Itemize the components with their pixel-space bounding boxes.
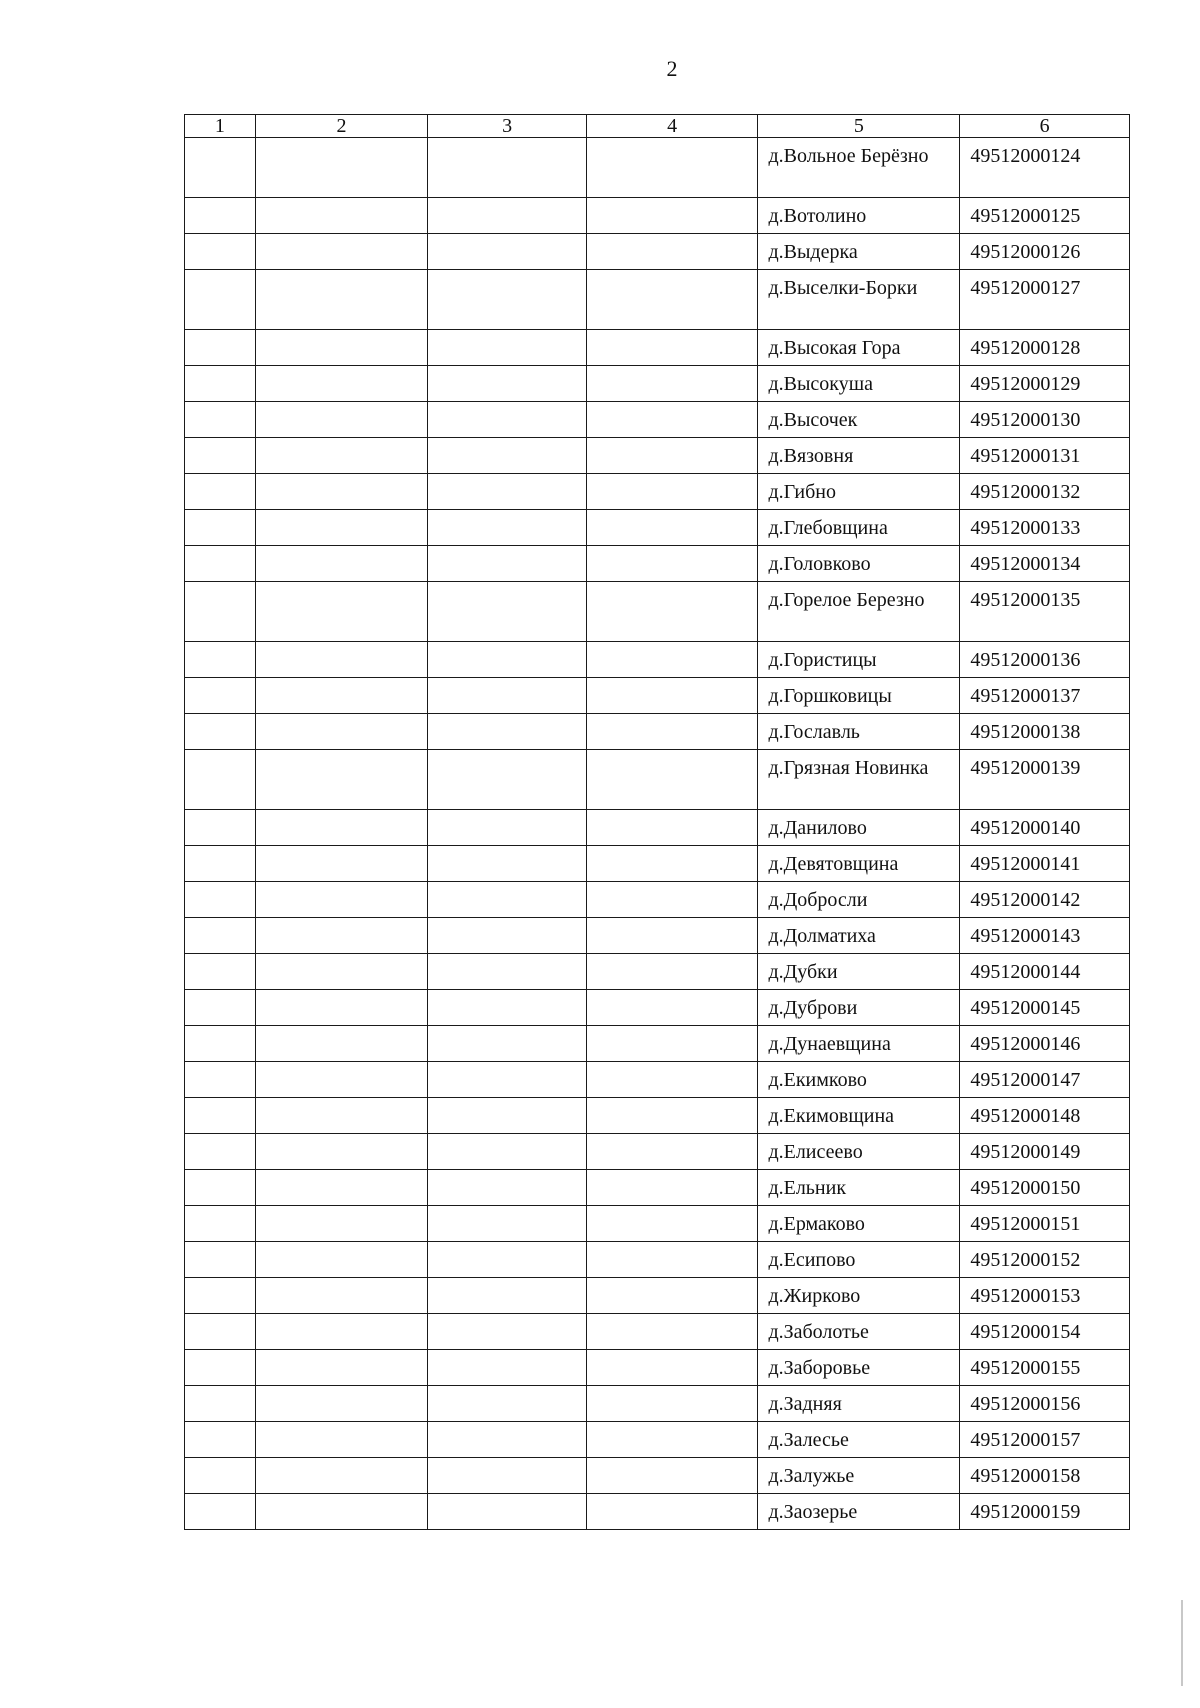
oktmo-code: 49512000159 xyxy=(960,1494,1130,1530)
table-row xyxy=(185,750,1130,810)
settlement-name: д.Дуброви xyxy=(758,990,960,1026)
empty-cell xyxy=(255,198,428,234)
table-row xyxy=(185,1242,1130,1278)
empty-cell xyxy=(428,234,587,270)
oktmo-code: 49512000138 xyxy=(960,714,1130,750)
settlements-table xyxy=(184,114,1130,1530)
empty-cell xyxy=(255,474,428,510)
empty-cell xyxy=(185,198,256,234)
column-header: 1 xyxy=(185,115,256,138)
settlement-name: д.Выдерка xyxy=(758,234,960,270)
settlement-name: д.Глебовщина xyxy=(758,510,960,546)
empty-cell xyxy=(586,1026,758,1062)
empty-cell xyxy=(428,750,587,810)
empty-cell xyxy=(255,1422,428,1458)
empty-cell xyxy=(428,330,587,366)
empty-cell xyxy=(255,366,428,402)
empty-cell xyxy=(428,642,587,678)
settlement-name: д.Высокая Гора xyxy=(758,330,960,366)
table-row xyxy=(185,810,1130,846)
settlement-name: д.Залужье xyxy=(758,1458,960,1494)
column-header: 2 xyxy=(255,115,428,138)
oktmo-code: 49512000142 xyxy=(960,882,1130,918)
empty-cell xyxy=(255,438,428,474)
empty-cell xyxy=(255,1314,428,1350)
settlement-name: д.Добросли xyxy=(758,882,960,918)
empty-cell xyxy=(428,582,587,642)
oktmo-code: 49512000129 xyxy=(960,366,1130,402)
empty-cell xyxy=(428,714,587,750)
empty-cell xyxy=(255,810,428,846)
empty-cell xyxy=(185,270,256,330)
table-row xyxy=(185,1458,1130,1494)
empty-cell xyxy=(255,1350,428,1386)
table-header-row xyxy=(185,115,1130,138)
empty-cell xyxy=(185,1206,256,1242)
empty-cell xyxy=(586,582,758,642)
oktmo-code: 49512000127 xyxy=(960,270,1130,330)
settlement-name: д.Дунаевщина xyxy=(758,1026,960,1062)
settlement-name: д.Гославль xyxy=(758,714,960,750)
empty-cell xyxy=(586,1494,758,1530)
empty-cell xyxy=(586,438,758,474)
empty-cell xyxy=(185,918,256,954)
empty-cell xyxy=(255,1242,428,1278)
oktmo-code: 49512000133 xyxy=(960,510,1130,546)
table-row xyxy=(185,1134,1130,1170)
empty-cell xyxy=(428,366,587,402)
table-row xyxy=(185,582,1130,642)
settlement-name: д.Головково xyxy=(758,546,960,582)
empty-cell xyxy=(586,1134,758,1170)
empty-cell xyxy=(428,1458,587,1494)
table-row xyxy=(185,642,1130,678)
empty-cell xyxy=(255,582,428,642)
empty-cell xyxy=(255,882,428,918)
empty-cell xyxy=(586,1314,758,1350)
empty-cell xyxy=(428,1278,587,1314)
empty-cell xyxy=(185,1494,256,1530)
empty-cell xyxy=(428,678,587,714)
settlement-name: д.Горелое Березно xyxy=(758,582,960,642)
column-header: 3 xyxy=(428,115,587,138)
settlement-name: д.Вязовня xyxy=(758,438,960,474)
settlement-name: д.Гористицы xyxy=(758,642,960,678)
empty-cell xyxy=(428,990,587,1026)
empty-cell xyxy=(255,642,428,678)
scan-edge-mark xyxy=(1181,1600,1183,1686)
empty-cell xyxy=(255,990,428,1026)
oktmo-code: 49512000134 xyxy=(960,546,1130,582)
empty-cell xyxy=(586,366,758,402)
empty-cell xyxy=(185,882,256,918)
oktmo-code: 49512000140 xyxy=(960,810,1130,846)
empty-cell xyxy=(255,402,428,438)
empty-cell xyxy=(185,954,256,990)
empty-cell xyxy=(586,1242,758,1278)
table-row xyxy=(185,438,1130,474)
settlement-name: д.Ермаково xyxy=(758,1206,960,1242)
empty-cell xyxy=(185,1278,256,1314)
page-number: 2 xyxy=(666,56,678,81)
settlement-name: д.Заборовье xyxy=(758,1350,960,1386)
table-row xyxy=(185,1062,1130,1098)
settlement-name: д.Екимовщина xyxy=(758,1098,960,1134)
empty-cell xyxy=(428,1026,587,1062)
empty-cell xyxy=(586,918,758,954)
empty-cell xyxy=(586,234,758,270)
empty-cell xyxy=(255,1134,428,1170)
empty-cell xyxy=(185,366,256,402)
empty-cell xyxy=(185,546,256,582)
table-row xyxy=(185,234,1130,270)
empty-cell xyxy=(586,1458,758,1494)
empty-cell xyxy=(586,138,758,198)
empty-cell xyxy=(428,270,587,330)
oktmo-code: 49512000158 xyxy=(960,1458,1130,1494)
empty-cell xyxy=(586,678,758,714)
table-row xyxy=(185,1278,1130,1314)
empty-cell xyxy=(255,846,428,882)
settlement-name: д.Заболотье xyxy=(758,1314,960,1350)
empty-cell xyxy=(255,1458,428,1494)
empty-cell xyxy=(428,1422,587,1458)
empty-cell xyxy=(586,1098,758,1134)
empty-cell xyxy=(428,546,587,582)
oktmo-code: 49512000157 xyxy=(960,1422,1130,1458)
empty-cell xyxy=(586,546,758,582)
empty-cell xyxy=(185,402,256,438)
empty-cell xyxy=(428,1386,587,1422)
empty-cell xyxy=(586,402,758,438)
empty-cell xyxy=(586,750,758,810)
empty-cell xyxy=(255,1494,428,1530)
empty-cell xyxy=(255,330,428,366)
empty-cell xyxy=(185,1098,256,1134)
empty-cell xyxy=(255,1098,428,1134)
settlement-name: д.Высочек xyxy=(758,402,960,438)
empty-cell xyxy=(185,510,256,546)
empty-cell xyxy=(185,1026,256,1062)
table-row xyxy=(185,1350,1130,1386)
empty-cell xyxy=(586,846,758,882)
settlement-name: д.Грязная Новинка xyxy=(758,750,960,810)
oktmo-code: 49512000141 xyxy=(960,846,1130,882)
settlement-name: д.Есипово xyxy=(758,1242,960,1278)
table-row xyxy=(185,678,1130,714)
empty-cell xyxy=(428,1134,587,1170)
empty-cell xyxy=(428,810,587,846)
column-header: 6 xyxy=(960,115,1130,138)
empty-cell xyxy=(586,954,758,990)
empty-cell xyxy=(185,750,256,810)
empty-cell xyxy=(586,1350,758,1386)
settlement-name: д.Данилово xyxy=(758,810,960,846)
empty-cell xyxy=(428,918,587,954)
table-row xyxy=(185,918,1130,954)
empty-cell xyxy=(586,1206,758,1242)
empty-cell xyxy=(185,330,256,366)
settlement-name: д.Выселки-Борки xyxy=(758,270,960,330)
empty-cell xyxy=(586,1386,758,1422)
oktmo-code: 49512000153 xyxy=(960,1278,1130,1314)
empty-cell xyxy=(428,954,587,990)
empty-cell xyxy=(428,1242,587,1278)
empty-cell xyxy=(586,1170,758,1206)
empty-cell xyxy=(255,1278,428,1314)
empty-cell xyxy=(255,750,428,810)
empty-cell xyxy=(185,810,256,846)
empty-cell xyxy=(255,1026,428,1062)
table-row xyxy=(185,1494,1130,1530)
oktmo-code: 49512000136 xyxy=(960,642,1130,678)
empty-cell xyxy=(586,198,758,234)
empty-cell xyxy=(185,1134,256,1170)
column-header: 5 xyxy=(758,115,960,138)
settlement-name: д.Девятовщина xyxy=(758,846,960,882)
table-row xyxy=(185,510,1130,546)
empty-cell xyxy=(428,1350,587,1386)
settlement-name: д.Дубки xyxy=(758,954,960,990)
empty-cell xyxy=(255,1386,428,1422)
empty-cell xyxy=(185,474,256,510)
oktmo-code: 49512000148 xyxy=(960,1098,1130,1134)
empty-cell xyxy=(185,1422,256,1458)
empty-cell xyxy=(586,714,758,750)
empty-cell xyxy=(428,510,587,546)
empty-cell xyxy=(586,330,758,366)
empty-cell xyxy=(428,846,587,882)
oktmo-code: 49512000126 xyxy=(960,234,1130,270)
oktmo-code: 49512000144 xyxy=(960,954,1130,990)
settlement-name: д.Долматиха xyxy=(758,918,960,954)
table-row xyxy=(185,402,1130,438)
settlement-name: д.Вотолино xyxy=(758,198,960,234)
empty-cell xyxy=(185,1458,256,1494)
empty-cell xyxy=(428,138,587,198)
empty-cell xyxy=(185,642,256,678)
table-row xyxy=(185,1386,1130,1422)
oktmo-code: 49512000149 xyxy=(960,1134,1130,1170)
settlement-name: д.Высокуша xyxy=(758,366,960,402)
empty-cell xyxy=(428,1314,587,1350)
table-row xyxy=(185,1098,1130,1134)
empty-cell xyxy=(255,510,428,546)
oktmo-code: 49512000132 xyxy=(960,474,1130,510)
empty-cell xyxy=(255,270,428,330)
table-row xyxy=(185,270,1130,330)
table-row xyxy=(185,1170,1130,1206)
empty-cell xyxy=(185,582,256,642)
empty-cell xyxy=(255,1206,428,1242)
empty-cell xyxy=(255,678,428,714)
oktmo-code: 49512000145 xyxy=(960,990,1130,1026)
empty-cell xyxy=(428,1206,587,1242)
empty-cell xyxy=(586,1422,758,1458)
table-row xyxy=(185,954,1130,990)
oktmo-code: 49512000156 xyxy=(960,1386,1130,1422)
table-row xyxy=(185,1206,1130,1242)
empty-cell xyxy=(586,474,758,510)
empty-cell xyxy=(255,954,428,990)
empty-cell xyxy=(586,1062,758,1098)
settlement-name: д.Горшковицы xyxy=(758,678,960,714)
empty-cell xyxy=(428,438,587,474)
column-header: 4 xyxy=(586,115,758,138)
oktmo-code: 49512000146 xyxy=(960,1026,1130,1062)
settlement-name: д.Вольное Берёзно xyxy=(758,138,960,198)
table-row xyxy=(185,990,1130,1026)
empty-cell xyxy=(185,1062,256,1098)
oktmo-code: 49512000147 xyxy=(960,1062,1130,1098)
empty-cell xyxy=(185,678,256,714)
oktmo-code: 49512000154 xyxy=(960,1314,1130,1350)
empty-cell xyxy=(255,546,428,582)
empty-cell xyxy=(586,510,758,546)
empty-cell xyxy=(185,234,256,270)
table-row xyxy=(185,366,1130,402)
empty-cell xyxy=(586,990,758,1026)
oktmo-code: 49512000130 xyxy=(960,402,1130,438)
oktmo-code: 49512000151 xyxy=(960,1206,1130,1242)
oktmo-code: 49512000131 xyxy=(960,438,1130,474)
empty-cell xyxy=(586,270,758,330)
oktmo-code: 49512000124 xyxy=(960,138,1130,198)
table-row xyxy=(185,1422,1130,1458)
empty-cell xyxy=(255,1170,428,1206)
empty-cell xyxy=(586,810,758,846)
empty-cell xyxy=(428,198,587,234)
settlement-name: д.Заозерье xyxy=(758,1494,960,1530)
empty-cell xyxy=(428,1170,587,1206)
oktmo-code: 49512000137 xyxy=(960,678,1130,714)
oktmo-code: 49512000150 xyxy=(960,1170,1130,1206)
empty-cell xyxy=(586,642,758,678)
empty-cell xyxy=(185,714,256,750)
empty-cell xyxy=(185,1170,256,1206)
empty-cell xyxy=(255,1062,428,1098)
table-row xyxy=(185,714,1130,750)
table-row xyxy=(185,882,1130,918)
oktmo-code: 49512000139 xyxy=(960,750,1130,810)
table-row xyxy=(185,1026,1130,1062)
empty-cell xyxy=(586,1278,758,1314)
oktmo-code: 49512000143 xyxy=(960,918,1130,954)
empty-cell xyxy=(185,846,256,882)
empty-cell xyxy=(255,714,428,750)
empty-cell xyxy=(428,1494,587,1530)
settlement-name: д.Ельник xyxy=(758,1170,960,1206)
table-row xyxy=(185,846,1130,882)
table-row xyxy=(185,330,1130,366)
empty-cell xyxy=(185,138,256,198)
empty-cell xyxy=(428,1062,587,1098)
empty-cell xyxy=(428,402,587,438)
settlement-name: д.Жирково xyxy=(758,1278,960,1314)
table-row xyxy=(185,546,1130,582)
table-row xyxy=(185,138,1130,198)
oktmo-code: 49512000128 xyxy=(960,330,1130,366)
table-row xyxy=(185,198,1130,234)
empty-cell xyxy=(255,918,428,954)
empty-cell xyxy=(185,1386,256,1422)
empty-cell xyxy=(185,1314,256,1350)
oktmo-code: 49512000125 xyxy=(960,198,1130,234)
settlement-name: д.Задняя xyxy=(758,1386,960,1422)
table-row xyxy=(185,474,1130,510)
empty-cell xyxy=(185,990,256,1026)
empty-cell xyxy=(255,138,428,198)
settlement-name: д.Екимково xyxy=(758,1062,960,1098)
empty-cell xyxy=(428,882,587,918)
empty-cell xyxy=(185,1350,256,1386)
empty-cell xyxy=(185,1242,256,1278)
oktmo-code: 49512000135 xyxy=(960,582,1130,642)
settlement-name: д.Залесье xyxy=(758,1422,960,1458)
settlement-name: д.Елисеево xyxy=(758,1134,960,1170)
settlement-name: д.Гибно xyxy=(758,474,960,510)
table-row xyxy=(185,1314,1130,1350)
oktmo-code: 49512000155 xyxy=(960,1350,1130,1386)
empty-cell xyxy=(428,474,587,510)
oktmo-code: 49512000152 xyxy=(960,1242,1130,1278)
empty-cell xyxy=(255,234,428,270)
empty-cell xyxy=(185,438,256,474)
empty-cell xyxy=(428,1098,587,1134)
empty-cell xyxy=(586,882,758,918)
